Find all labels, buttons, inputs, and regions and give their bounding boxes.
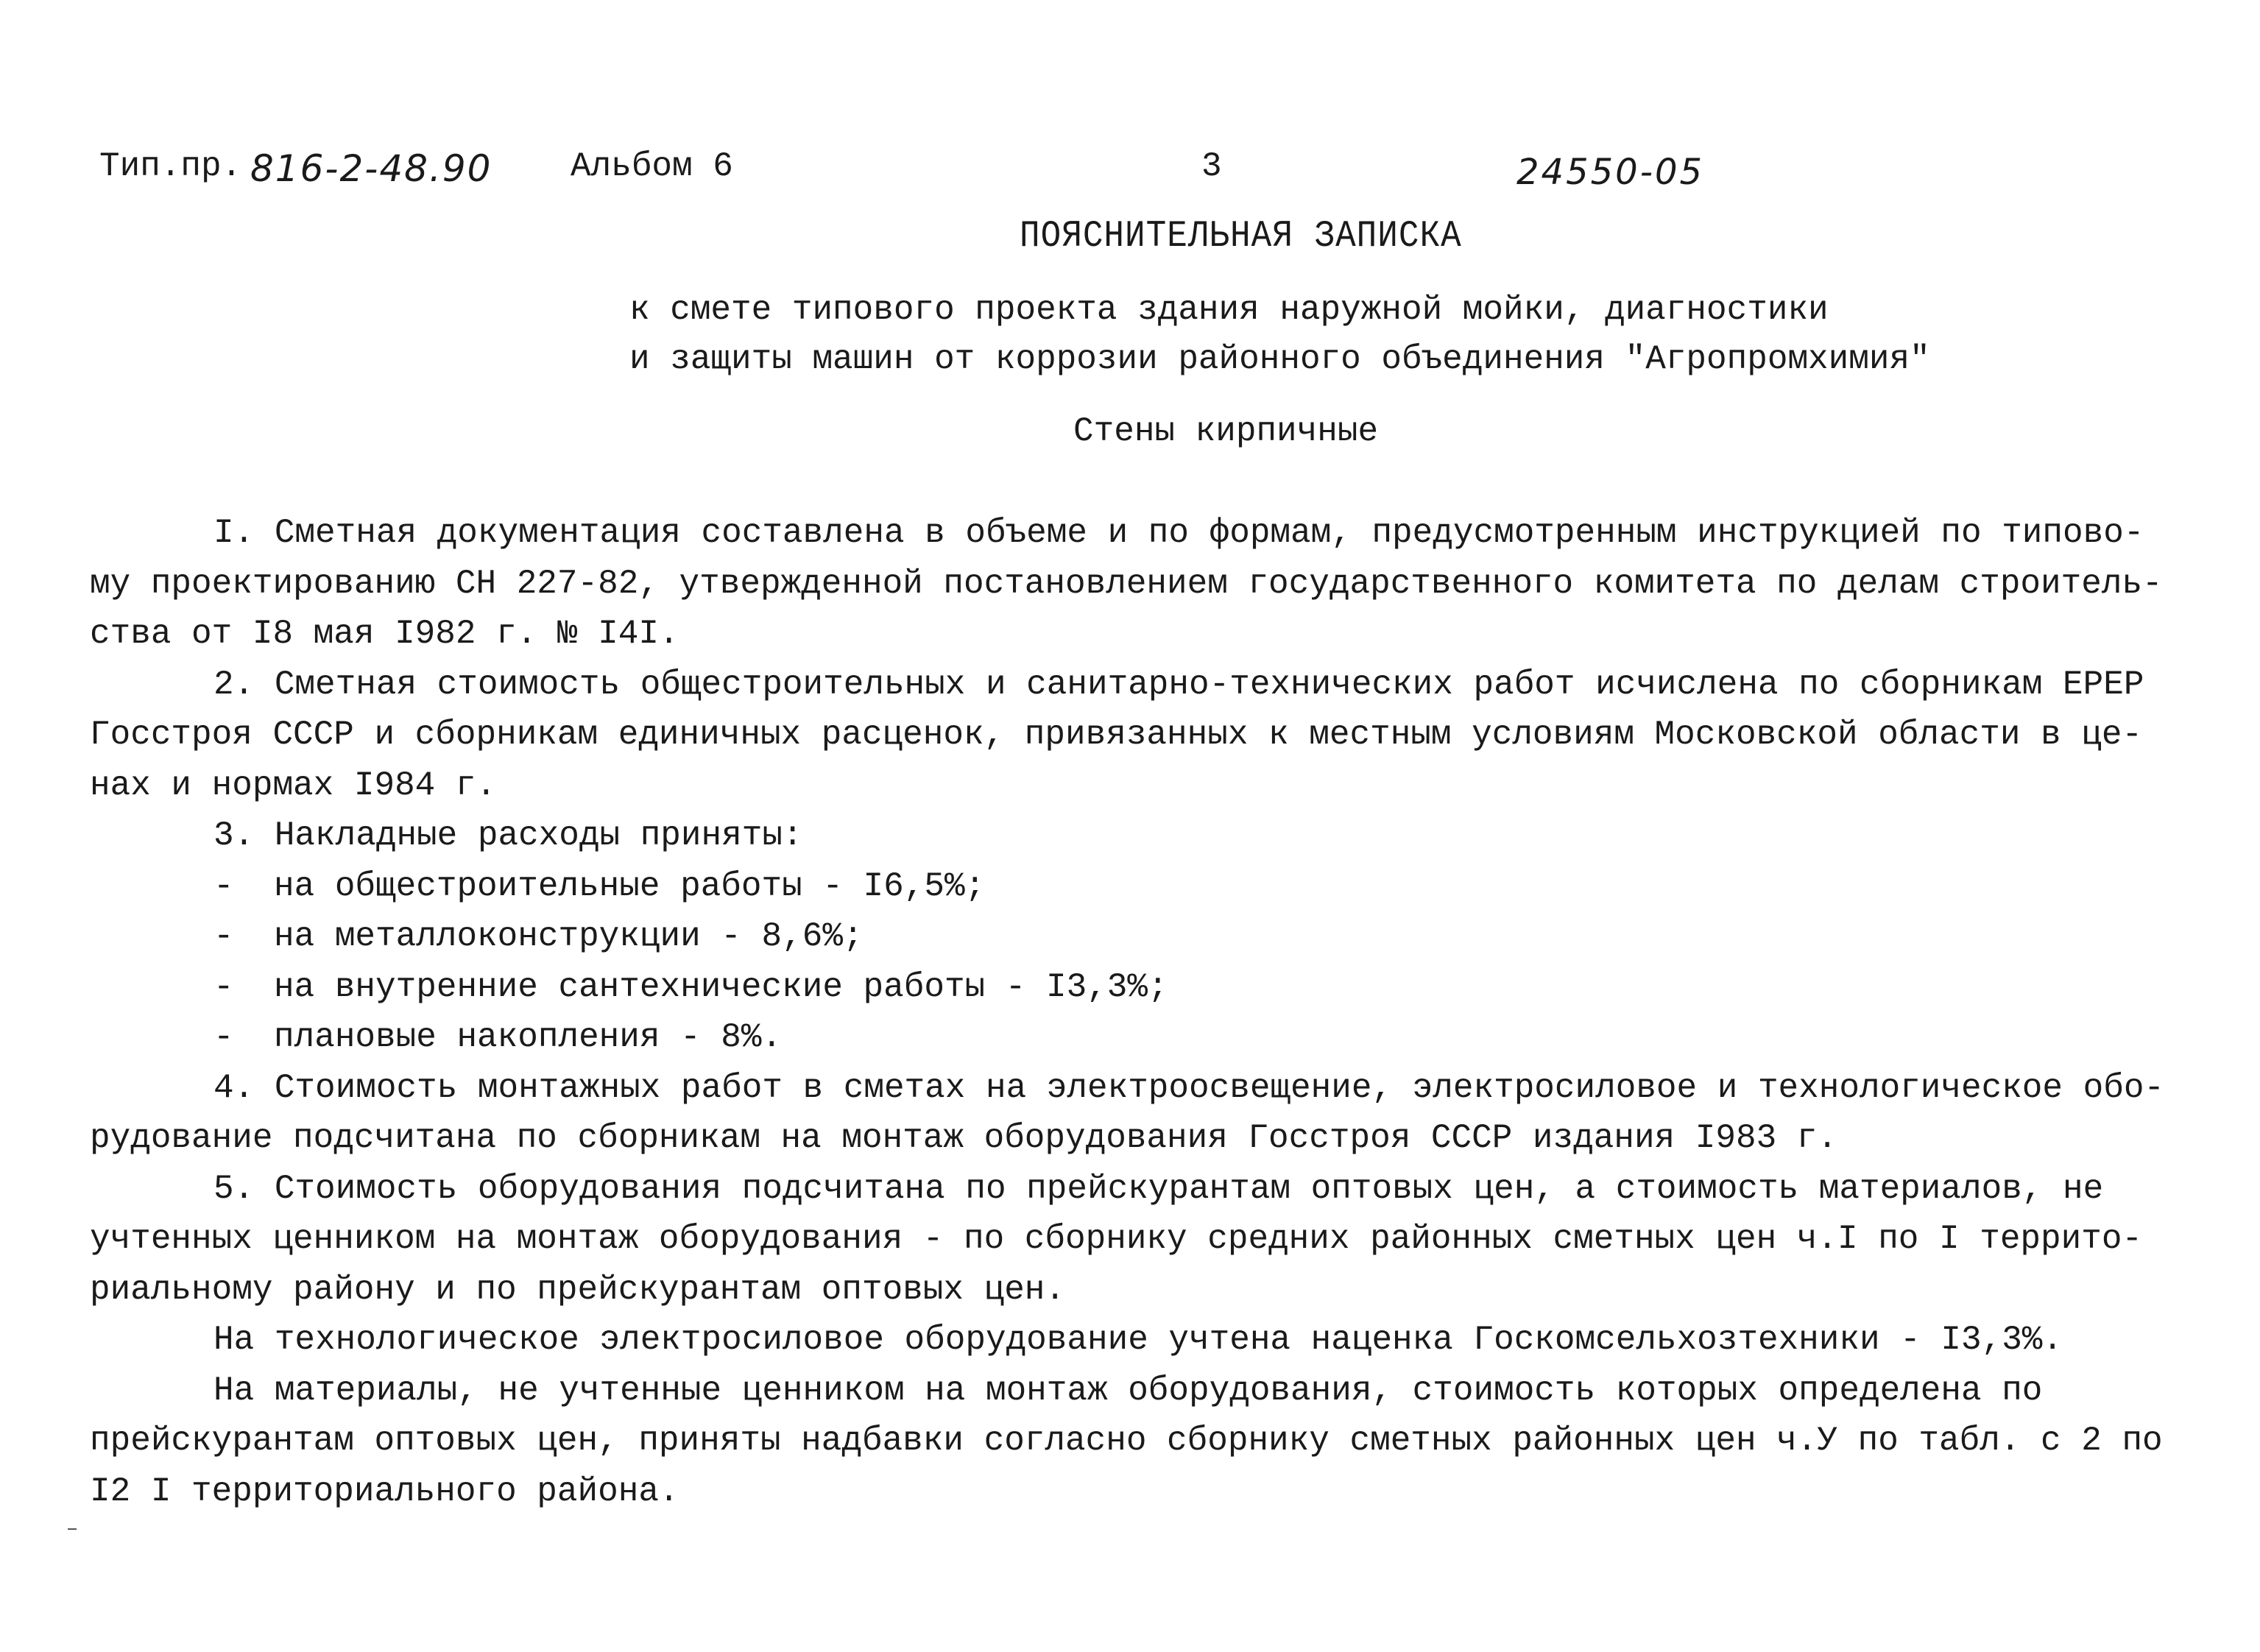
album-label: Альбом 6: [571, 147, 733, 186]
paragraph-line: На материалы, не учтенные ценником на монтаж оборудования, стоимость которых определена по: [213, 1371, 2043, 1410]
document-code: 24550-05: [1516, 152, 1705, 193]
paragraph-line: учтенных ценником на монтаж оборудования - по сборнику средних районных сметных цен ч.I по I террито-: [90, 1220, 2143, 1258]
list-dash: -: [213, 866, 234, 906]
paragraph-line: рудование подсчитана по сборникам на монтаж оборудования Госстроя СССР издания I983 г.: [90, 1119, 1837, 1157]
list-item: [90, 911, 2180, 962]
paragraph-line: Госстроя СССР и сборникам единичных расценок, привязанных к местным условиям Московской области в це-: [90, 716, 2143, 754]
list-item-text: плановые накопления - 8%.: [274, 1018, 783, 1056]
page-number: 3: [1201, 147, 1222, 186]
list-item-text: на внутренние сантехнические работы - I3,3%;: [274, 967, 1168, 1006]
page-header: [0, 147, 2260, 206]
list-item: [90, 861, 2180, 912]
paragraph-line: 2. Сметная стоимость общестроительных и санитарно-технических работ исчислена по сборникам ЕРЕР: [213, 665, 2144, 704]
paragraph-line: На технологическое электросиловое оборудование учтена наценка Госкомсельхозтехники - I3,3%.: [213, 1321, 2063, 1359]
list-item-text: на общестроительные работы - I6,5%;: [274, 866, 986, 906]
subtitle-line: и защиты машин от коррозии районного объединения "Агропромхимия": [629, 340, 1930, 378]
margin-mark: [68, 1528, 77, 1530]
paragraph-line: нах и нормах I984 г.: [90, 766, 497, 805]
list-item: [90, 962, 2180, 1013]
list-item: [90, 1012, 2180, 1063]
paragraph-line: риальному району и по прейскурантам оптовых цен.: [90, 1270, 1066, 1309]
document-title: ПОЯСНИТЕЛЬНАЯ ЗАПИСКА: [1020, 215, 1462, 258]
project-prefix: Тип.пр.: [99, 147, 242, 186]
paragraph-line: му проектированию СН 227-82, утвержденной постановлением государственного комитета по делам строитель-: [90, 564, 2163, 603]
project-number: 816-2-48.90: [250, 147, 492, 190]
paragraph-line: прейскурантам оптовых цен, приняты надбавки согласно сборнику сметных районных цен ч.У по табл. с 2 по: [90, 1422, 2163, 1460]
paragraph-line: I2 I территориального района.: [90, 1472, 679, 1511]
paragraph-line: ства от I8 мая I982 г. № I4I.: [90, 615, 679, 653]
paragraph-line: I. Сметная документация составлена в объеме и по формам, предусмотренным инструкцией по типово-: [213, 514, 2144, 552]
list-dash: -: [213, 967, 234, 1006]
list-dash: -: [213, 1018, 234, 1056]
list-item-text: на металлоконструкции - 8,6%;: [274, 917, 864, 956]
list-dash: -: [213, 917, 234, 956]
paragraph-line: 5. Стоимость оборудования подсчитана по прейскурантам оптовых цен, а стоимость материалов, не: [213, 1169, 2104, 1208]
section-title: Стены кирпичные: [1073, 412, 1379, 451]
document-body: [90, 508, 2180, 1517]
paragraph-line: 4. Стоимость монтажных работ в сметах на электроосвещение, электросиловое и технологическое обо-: [213, 1068, 2165, 1107]
subtitle-line: к смете типового проекта здания наружной мойки, диагностики: [629, 291, 1829, 329]
paragraph-line: 3. Накладные расходы приняты:: [213, 816, 803, 855]
